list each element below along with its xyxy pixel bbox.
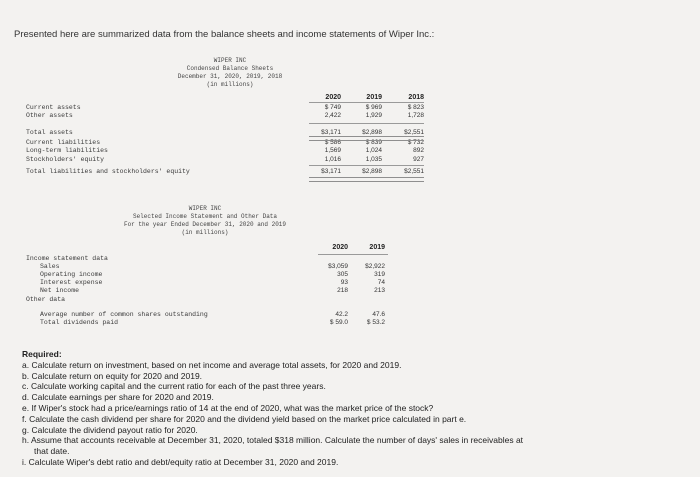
required-item: d. Calculate earnings per share for 2020 and 2019. (22, 392, 214, 403)
required-item: e. If Wiper's stock had a price/earnings ratio of 14 at the end of 2020, what was the market price of the stock? (22, 402, 434, 413)
bs-cell: 892 (413, 147, 424, 154)
required-item: f. Calculate the cash dividend per share for 2020 and the dividend yield based on the market price calculated in part e. (22, 413, 467, 424)
bs-cell: 2,422 (324, 112, 341, 119)
bs-label-current-liabilities: Current liabilities (26, 139, 101, 146)
is-cell: $3,059 (328, 263, 348, 270)
bs-label-long-term-liabilities: Long-term liabilities (26, 147, 108, 154)
bs-header-company: WIPER INC (213, 57, 247, 64)
is-cell: 74 (377, 279, 385, 286)
is-cell: 319 (374, 271, 385, 278)
bs-cell: $2,551 (404, 168, 424, 175)
bs-cell: $2,898 (362, 129, 382, 136)
bs-cell: 1,929 (365, 112, 382, 119)
is-cell: 218 (337, 287, 348, 294)
required-item: that date. (34, 446, 70, 457)
bs-cell: $ 732 (407, 139, 424, 146)
required-item: c. Calculate working capital and the current ratio for each of the past three years. (22, 381, 326, 392)
bs-label-total-liabilities-equity: Total liabilities and stockholders' equity (26, 168, 190, 175)
bs-cell: 927 (413, 156, 424, 163)
is-section-income: Income statement data (26, 255, 108, 262)
bs-cell: 1,035 (365, 156, 382, 163)
bs-cell: $3,171 (321, 168, 341, 175)
divider (309, 165, 424, 166)
is-header-period: For the year Ended December 31, 2020 and 2019 (123, 221, 287, 228)
is-label-operating-income: Operating income (40, 271, 103, 278)
bs-cell: 1,569 (324, 147, 341, 154)
bs-cell: $2,898 (362, 168, 382, 175)
bs-cell: 1,016 (324, 156, 341, 163)
is-label-total-dividends: Total dividends paid (40, 319, 119, 326)
bs-cell: $ 839 (365, 139, 382, 146)
is-section-other: Other data (26, 296, 66, 303)
bs-cell: 1,024 (365, 147, 382, 154)
double-divider (309, 136, 424, 141)
is-cell: 213 (374, 287, 385, 294)
is-cell: $ 59.0 (329, 319, 348, 326)
is-cell: $2,922 (365, 263, 385, 270)
intro-text: Presented here are summarized data from the balance sheets and income statements of Wiper Inc.: (14, 29, 435, 40)
required-section (22, 349, 692, 468)
income-statement-header (110, 205, 300, 237)
is-cell: 47.6 (372, 311, 385, 318)
is-header-company: WIPER INC (188, 205, 222, 212)
bs-cell: $ 586 (324, 139, 341, 146)
bs-label-total-assets: Total assets (26, 129, 73, 136)
balance-sheet-header (150, 57, 310, 89)
required-item: b. Calculate return on equity for 2020 and 2019. (22, 370, 203, 381)
bs-cell: $ 749 (324, 104, 341, 111)
bs-cell: $3,171 (321, 129, 341, 136)
required-item: h. Assume that accounts receivable at December 31, 2020, totaled $318 million. Calculate the number of days' sales in receivables at (22, 435, 524, 446)
required-item: g. Calculate the dividend payout ratio for 2020. (22, 424, 198, 435)
required-title: Required: (22, 349, 62, 359)
is-label-interest-expense: Interest expense (40, 279, 103, 286)
bs-header-dates: December 31, 2020, 2019, 2018 (177, 73, 283, 80)
bs-header-units: (in millions) (206, 81, 254, 88)
bs-year-2018: 2018 (408, 94, 424, 101)
is-year-2020: 2020 (332, 244, 348, 251)
divider (318, 254, 388, 255)
bs-cell: $ 823 (407, 104, 424, 111)
bs-label-other-assets: Other assets (26, 112, 73, 119)
bs-label-stockholders-equity: Stockholders' equity (26, 156, 105, 163)
is-cell: 305 (337, 271, 348, 278)
bs-cell: $ 969 (365, 104, 382, 111)
is-label-net-income: Net income (40, 287, 80, 294)
required-item: a. Calculate return on investment, based on net income and average total assets, for 2020 and 2019. (22, 359, 402, 370)
is-header-title: Selected Income Statement and Other Data (132, 213, 278, 220)
double-divider (309, 177, 424, 182)
is-cell: 93 (340, 279, 348, 286)
is-year-2019: 2019 (369, 244, 385, 251)
is-cell: $ 53.2 (366, 319, 385, 326)
bs-cell: $2,551 (404, 129, 424, 136)
bs-year-2020: 2020 (325, 94, 341, 101)
is-label-sales: Sales (40, 263, 60, 270)
is-header-units: (in millions) (181, 229, 229, 236)
bs-header-title: Condensed Balance Sheets (186, 65, 274, 72)
bs-label-current-assets: Current assets (26, 104, 81, 111)
bs-year-2019: 2019 (366, 94, 382, 101)
bs-cell: 1,728 (407, 112, 424, 119)
divider (309, 102, 424, 103)
is-cell: 42.2 (335, 311, 348, 318)
is-label-avg-shares: Average number of common shares outstanding (40, 311, 208, 318)
required-item: i. Calculate Wiper's debt ratio and debt/equity ratio at December 31, 2020 and 2019. (22, 456, 339, 467)
divider (309, 123, 424, 124)
